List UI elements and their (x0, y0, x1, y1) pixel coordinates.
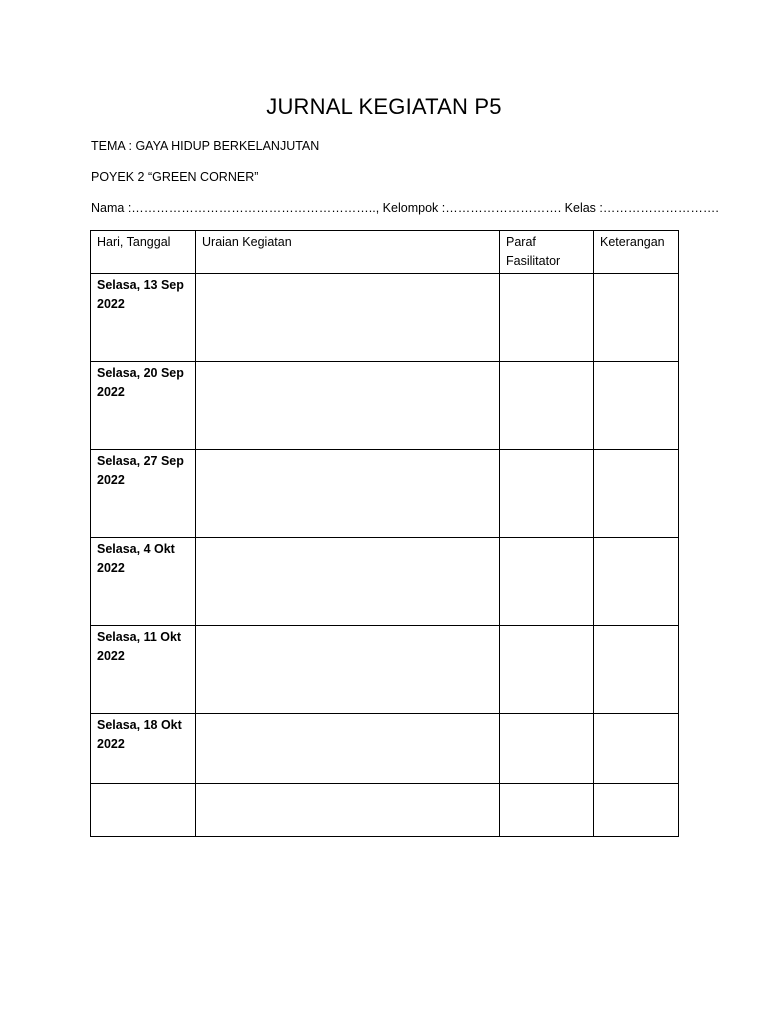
table-row (91, 450, 679, 538)
row-activity (196, 274, 500, 362)
page-title: JURNAL KEGIATAN P5 (266, 94, 502, 119)
table-row (91, 626, 679, 714)
row-signature (500, 626, 594, 714)
header-activity: Uraian Kegiatan (196, 231, 500, 274)
row-activity (196, 362, 500, 450)
header-date: Hari, Tanggal (91, 231, 196, 274)
table-row (91, 274, 679, 362)
row-notes (594, 538, 679, 626)
row-signature (500, 274, 594, 362)
row-signature (500, 362, 594, 450)
row-notes (594, 714, 679, 784)
row-notes (594, 784, 679, 837)
row-date (91, 784, 196, 837)
row-date: Selasa, 13 Sep 2022 (91, 274, 196, 362)
row-notes (594, 362, 679, 450)
row-date: Selasa, 27 Sep 2022 (91, 450, 196, 538)
row-signature (500, 450, 594, 538)
row-date: Selasa, 20 Sep 2022 (91, 362, 196, 450)
table-row (91, 714, 679, 784)
header-signature: Paraf Fasilitator (500, 231, 594, 274)
row-activity (196, 626, 500, 714)
row-notes (594, 450, 679, 538)
row-activity (196, 538, 500, 626)
row-signature (500, 538, 594, 626)
identity-line: Nama :………………………………………………….., Kelompok :………………………. Kelas :………………………. (91, 201, 719, 215)
row-activity (196, 784, 500, 837)
row-signature (500, 784, 594, 837)
row-date: Selasa, 18 Okt 2022 (91, 714, 196, 784)
row-date: Selasa, 4 Okt 2022 (91, 538, 196, 626)
header-notes: Keterangan (594, 231, 679, 274)
table-header-row (91, 231, 679, 274)
row-signature (500, 714, 594, 784)
row-notes (594, 274, 679, 362)
row-date: Selasa, 11 Okt 2022 (91, 626, 196, 714)
row-notes (594, 626, 679, 714)
project-line: POYEK 2 “GREEN CORNER” (91, 170, 259, 184)
table-row (91, 784, 679, 837)
row-activity (196, 714, 500, 784)
table-row (91, 538, 679, 626)
journal-table (90, 230, 679, 837)
table-row (91, 362, 679, 450)
row-activity (196, 450, 500, 538)
theme-line: TEMA : GAYA HIDUP BERKELANJUTAN (91, 139, 320, 153)
